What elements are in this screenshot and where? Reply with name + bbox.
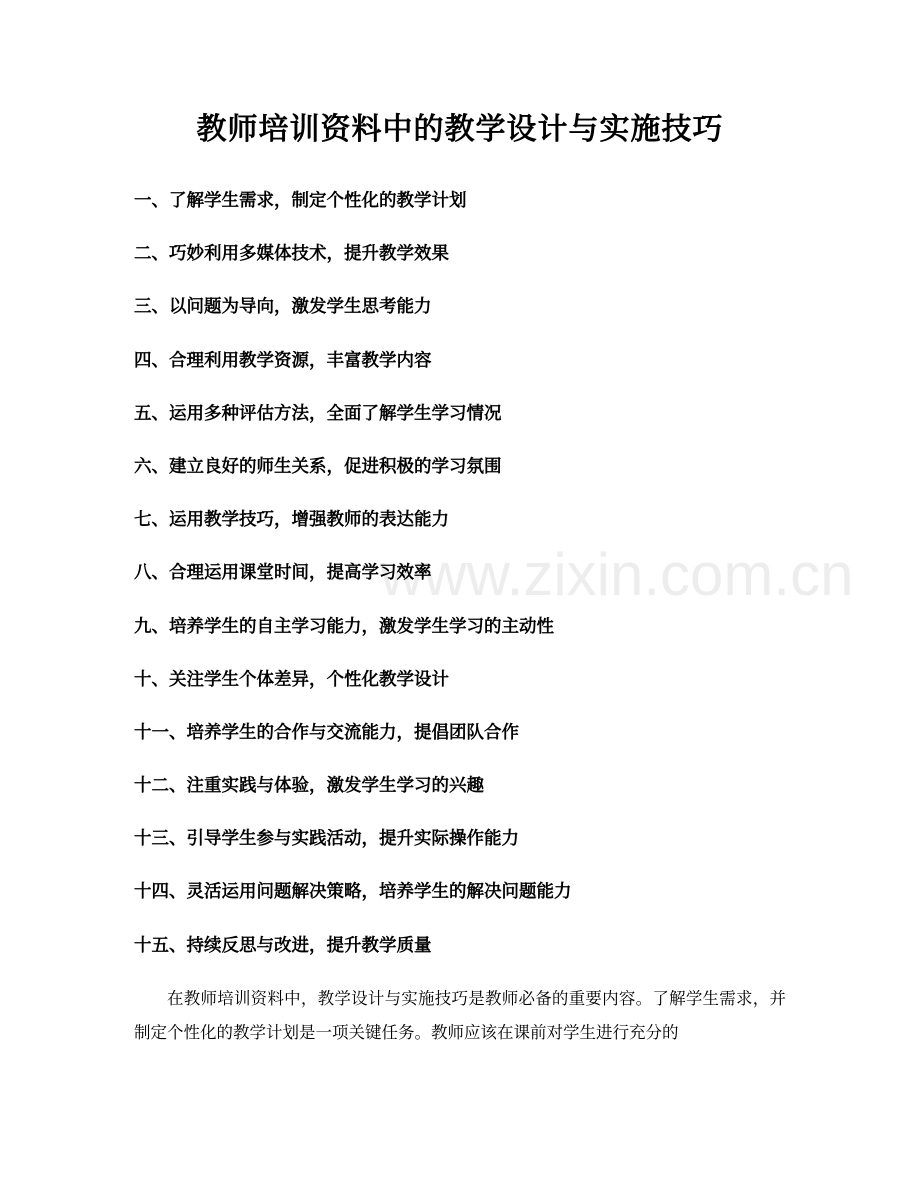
section-heading: 四、合理利用教学资源，丰富教学内容 bbox=[134, 350, 432, 371]
document-title: 教师培训资料中的教学设计与实施技巧 bbox=[196, 112, 724, 147]
section-heading: 六、建立良好的师生关系，促进积极的学习氛围 bbox=[134, 456, 502, 477]
section-heading: 十三、引导学生参与实践活动，提升实际操作能力 bbox=[134, 829, 519, 850]
section-heading: 五、运用多种评估方法，全面了解学生学习情况 bbox=[134, 403, 502, 424]
section-heading: 七、运用教学技巧，增强教师的表达能力 bbox=[134, 510, 449, 531]
section-heading: 十、关注学生个体差异，个性化教学设计 bbox=[134, 669, 449, 690]
section-heading: 一、了解学生需求，制定个性化的教学计划 bbox=[134, 191, 467, 211]
body-paragraph: 在教师培训资料中，教学设计与实施技巧是教师必备的重要内容。了解学生需求，并制定个性化的教学计划是一项关键任务。教师应该在课前对学生进行充分的 bbox=[134, 989, 786, 1042]
watermark: www.zixin.com.cn bbox=[380, 541, 854, 608]
section-heading: 十一、培养学生的合作与交流能力，提倡团队合作 bbox=[134, 722, 519, 743]
section-heading: 十二、注重实践与体验，激发学生学习的兴趣 bbox=[134, 776, 484, 797]
section-heading: 十五、持续反思与改进，提升教学质量 bbox=[134, 935, 432, 956]
section-heading: 九、培养学生的自主学习能力，激发学生学习的主动性 bbox=[134, 616, 554, 637]
section-heading: 二、巧妙利用多媒体技术，提升教学效果 bbox=[134, 244, 449, 265]
section-heading-list bbox=[134, 185, 794, 983]
section-heading: 十四、灵活运用问题解决策略，培养学生的解决问题能力 bbox=[134, 882, 572, 903]
section-heading: 八、合理运用课堂时间，提高学习效率 bbox=[134, 563, 432, 584]
section-heading: 三、以问题为导向，激发学生思考能力 bbox=[134, 297, 432, 318]
